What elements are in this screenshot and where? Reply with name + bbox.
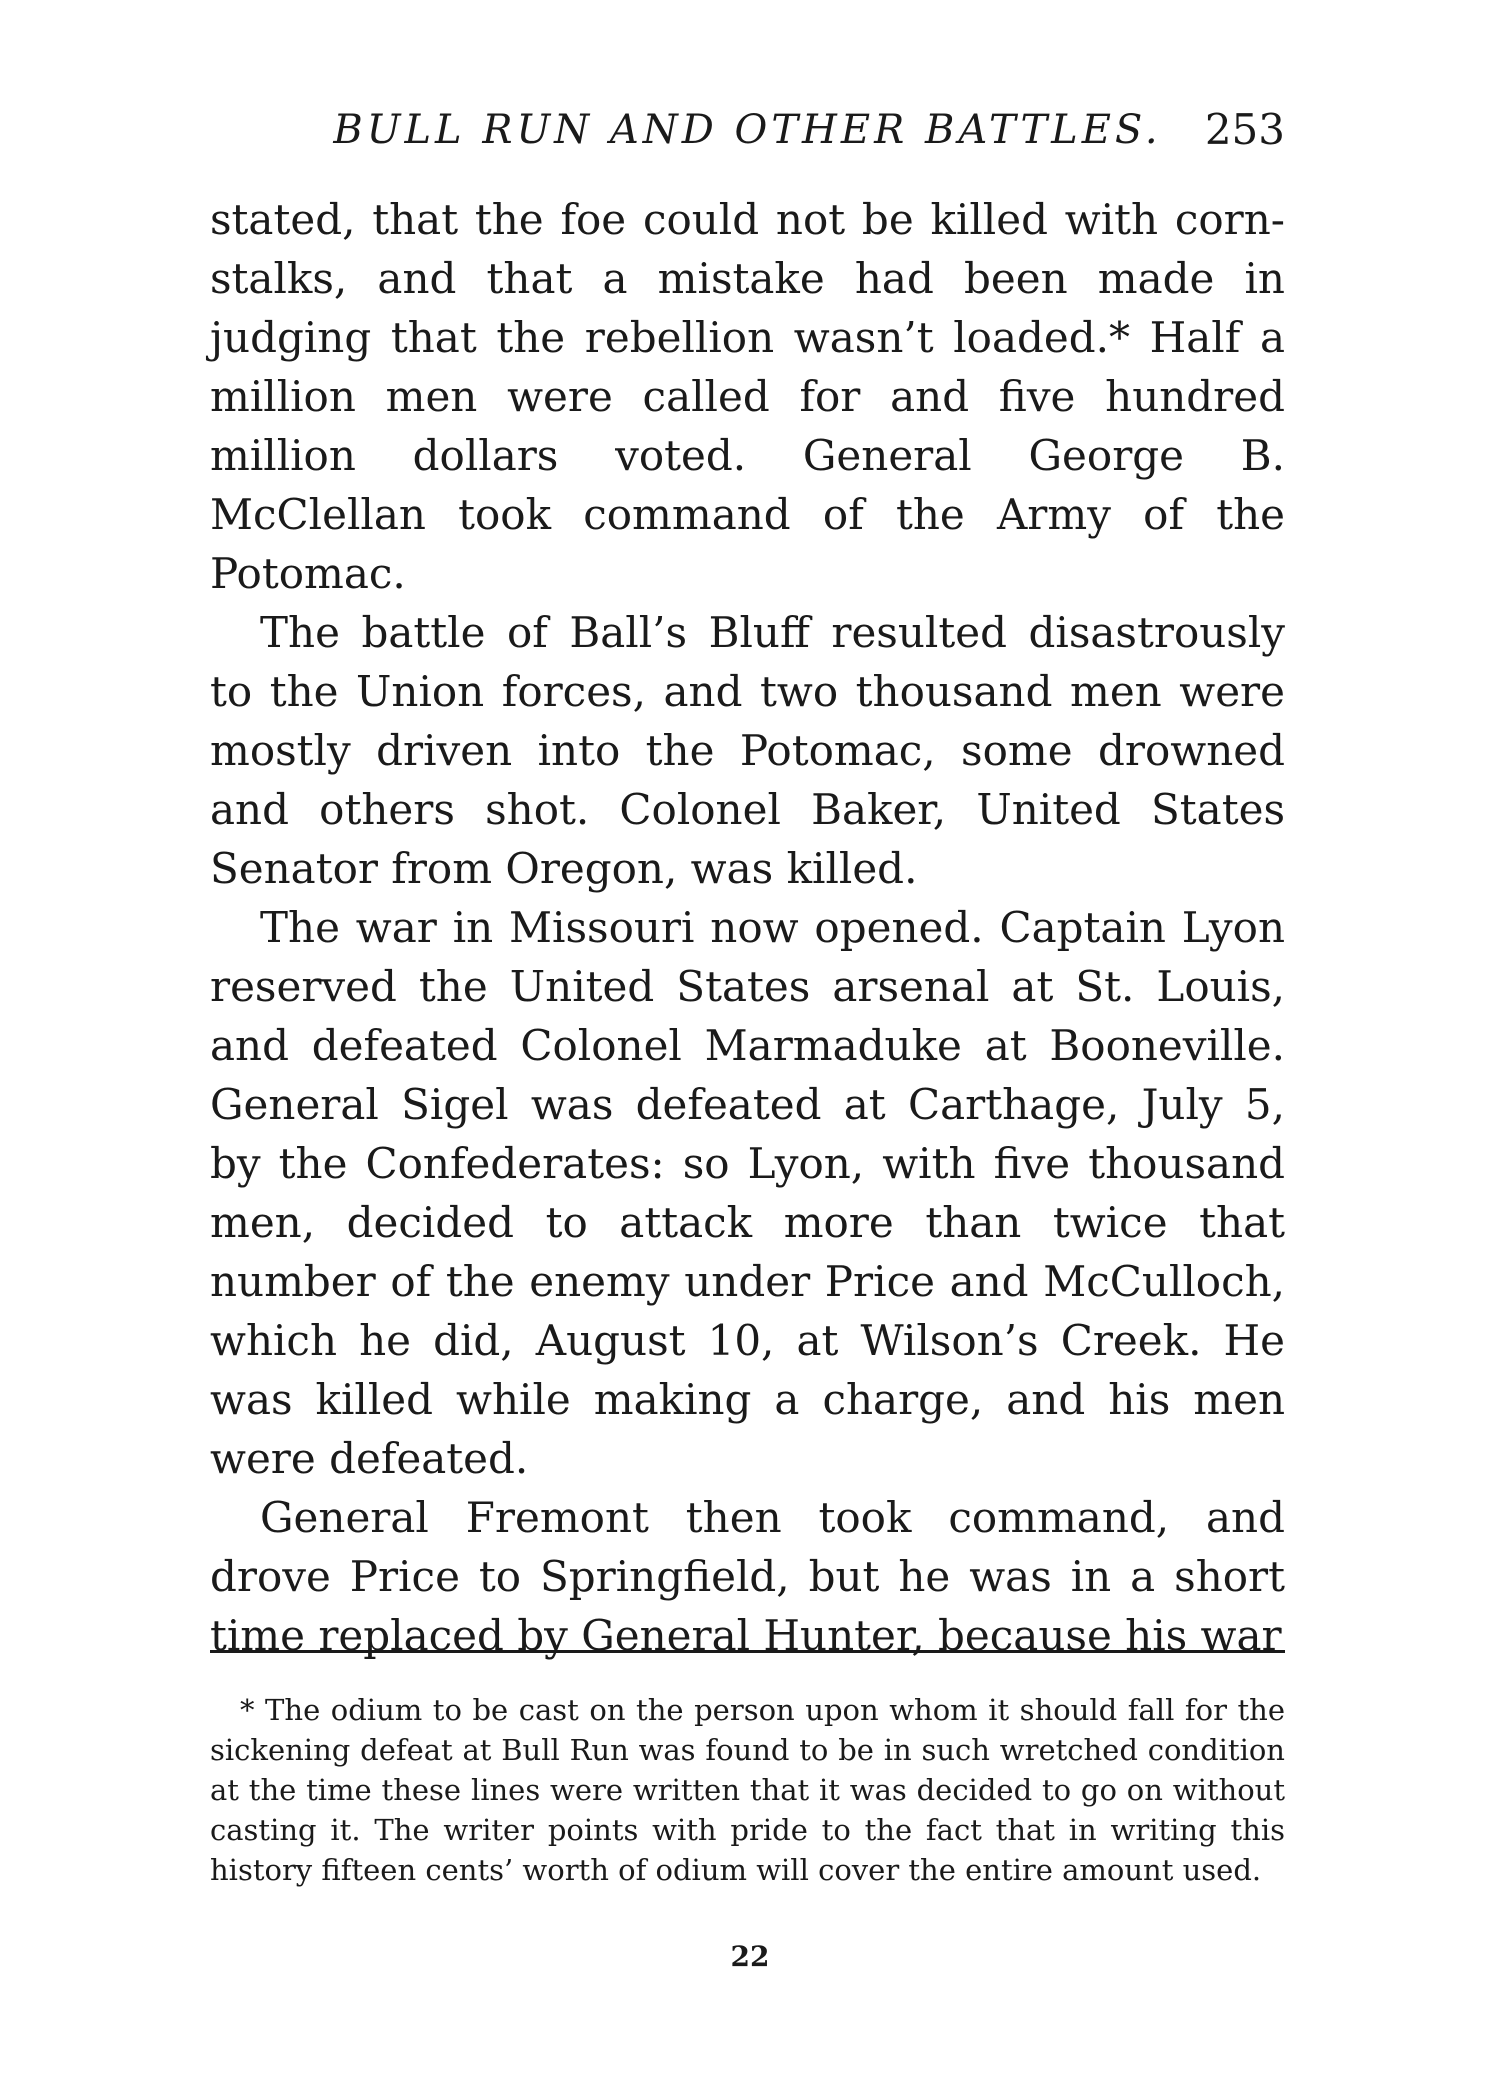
running-title: BULL RUN AND OTHER BATTLES.: [333, 107, 1162, 153]
footnote: * The odium to be cast on the person upon whom it should fall for the sickening defeat at Bull Run was found to be in such wretched condition at the time these lines were written that it was decided to go on without casting it. The writer points with pride to the fact that in writing this history fifteen cents’ worth of odium will cover the entire amount used.: [210, 1693, 1285, 1887]
page-number: 253: [1204, 105, 1285, 154]
paragraph: General Fremont then took command, and drove Price to Springfield, but he was in a short time replaced by General Hunter, because his war: [210, 1493, 1285, 1660]
body-text: [210, 190, 1285, 1665]
page-header: [210, 100, 1285, 160]
paragraph: stated, that the foe could not be killed with corn-stalks, and that a mistake had been made in judging that the rebellion wasn’t loaded.* Half a million men were called for and five hundred million dollars voted. General George B. McClellan took command of the Army of the Potomac.: [210, 195, 1285, 598]
signature-mark: 22: [730, 1940, 770, 1973]
paragraph: The war in Missouri now opened. Captain Lyon reserved the United States arsenal at St. Louis, and defeated Colonel Marmaduke at Booneville. General Sigel was defeated at Carthage, July 5, by the Confederates: so Lyon, with five thousand men, decided to attack more than twice that number of the enemy under Price and McCulloch, which he did, August 10, at Wilson’s Creek. He was killed while making a charge, and his men were defeated.: [210, 903, 1285, 1483]
paragraph: The battle of Ball’s Bluff resulted disastrously to the Union forces, and two thousand men were mostly driven into the Potomac, some drowned and others shot. Colonel Baker, United States Senator from Oregon, was killed.: [210, 608, 1285, 893]
footnote-divider: [210, 1650, 1285, 1653]
